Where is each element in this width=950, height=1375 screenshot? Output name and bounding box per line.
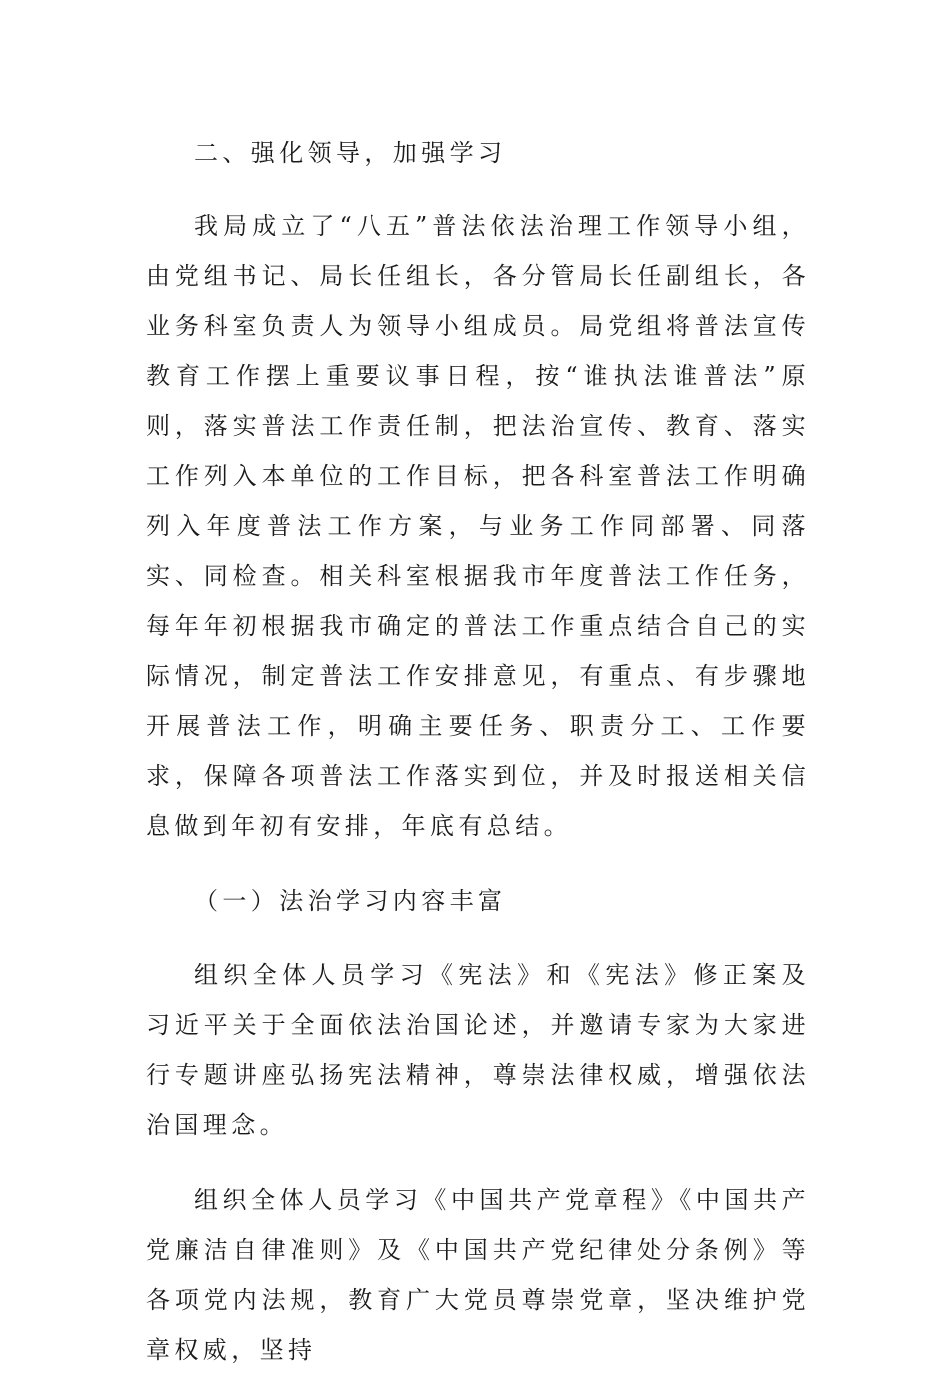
spacer	[146, 851, 810, 876]
spacer	[146, 926, 810, 950]
spacer	[146, 178, 810, 201]
document-body	[146, 128, 810, 1375]
paragraph-constitution-study: 组织全体人员学习《宪法》和《宪法》修正案及习近平关于全面依法治国论述，并邀请专家为大家进行专题讲座弘扬宪法精神，尊崇法律权威，增强依法治国理念。	[146, 961, 810, 1139]
paragraph-party-rules-study: 组织全体人员学习《中国共产党章程》《中国共产党廉洁自律准则》及《中国共产党纪律处分条例》等各项党内法规，教育广大党员尊崇党章，坚决维护党章权威，坚持	[146, 1186, 810, 1364]
subheading-study-content: （一）法治学习内容丰富	[194, 887, 507, 915]
section-heading: 二、强化领导，加强学习	[194, 139, 507, 167]
paragraph-leadership: 我局成立了“八五”普法依法治理工作领导小组，由党组书记、局长任组长，各分管局长任副组长，各业务科室负责人为领导小组成员。局党组将普法宣传教育工作摆上重要议事日程，按“谁执法谁普法”原则，落实普法工作责任制，把法治宣传、教育、落实工作列入本单位的工作目标，把各科室普法工作明确列入年度普法工作方案，与业务工作同部署、同落实、同检查。相关科室根据我市年度普法工作任务，每年年初根据我市确定的普法工作重点结合自己的实际情况，制定普法工作安排意见，有重点、有步骤地开展普法工作，明确主要任务、职责分工、工作要求，保障各项普法工作落实到位，并及时报送相关信息做到年初有安排，年底有总结。	[146, 212, 810, 840]
spacer	[146, 1150, 810, 1175]
